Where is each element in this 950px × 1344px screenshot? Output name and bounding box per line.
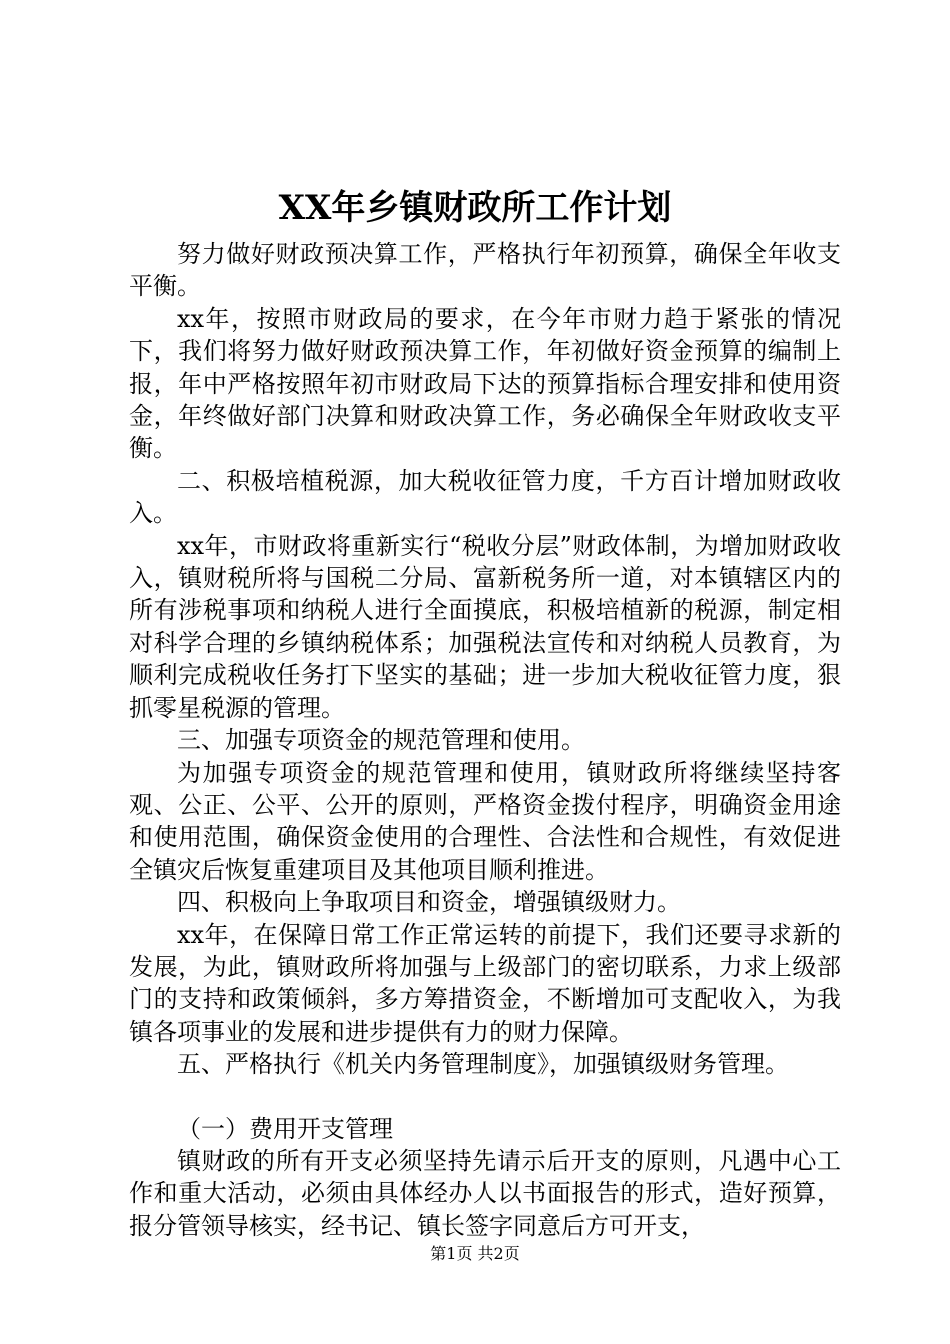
- document-body: [129, 238, 841, 1242]
- paragraph: 镇财政的所有开支必须坚持先请示后开支的原则，凡遇中心工作和重大活动，必须由具体经办人以书面报告的形式，造好预算，报分管领导核实，经书记、镇长签字同意后方可开支，: [129, 1146, 841, 1240]
- paragraph: xx年，按照市财政局的要求，在今年市财力趋于紧张的情况下，我们将努力做好财政预决算工作，年初做好资金预算的编制上报，年中严格按照年初市财政局下达的预算指标合理安排和使用资金，年终做好部门决算和财政决算工作，务必确保全年财政收支平衡。: [129, 304, 841, 463]
- section-heading: 四、积极向上争取项目和资金，增强镇级财力。: [177, 888, 681, 917]
- paragraph: xx年，市财政将重新实行“税收分层”财政体制，为增加财政收入，镇财税所将与国税二分局、富新税务所一道，对本镇辖区内的所有涉税事项和纳税人进行全面摸底，积极培植新的税源，制定相对科学合理的乡镇纳税体系；加强税法宣传和对纳税人员教育，为顺利完成税收任务打下坚实的基础；进一步加大税收征管力度，狠抓零星税源的管理。: [129, 531, 841, 722]
- document-title: XX年乡镇财政所工作计划: [278, 188, 672, 228]
- page-number-footer: 第1页 共2页: [430, 1244, 520, 1263]
- paragraph: xx年，在保障日常工作正常运转的前提下，我们还要寻求新的发展，为此，镇财政所将加强与上级部门的密切联系，力求上级部门的支持和政策倾斜，多方筹措资金，不断增加可支配收入，为我镇各项事业的发展和进步提供有力的财力保障。: [129, 920, 841, 1046]
- paragraph: 努力做好财政预决算工作，严格执行年初预算，确保全年收支平衡。: [129, 240, 841, 301]
- subsection-heading: （一）费用开支管理: [177, 1114, 393, 1143]
- section-heading: 五、严格执行《机关内务管理制度》，加强镇级财务管理。: [177, 1050, 789, 1079]
- section-heading: 三、加强专项资金的规范管理和使用。: [177, 726, 585, 755]
- section-heading: 二、积极培植税源，加大税收征管力度，千方百计增加财政收入。: [129, 466, 841, 528]
- paragraph: 为加强专项资金的规范管理和使用，镇财政所将继续坚持客观、公正、公平、公开的原则，严格资金拨付程序，明确资金用途和使用范围，确保资金使用的合理性、合法性和合规性，有效促进全镇灾后恢复重建项目及其他项目顺利推进。: [129, 758, 841, 884]
